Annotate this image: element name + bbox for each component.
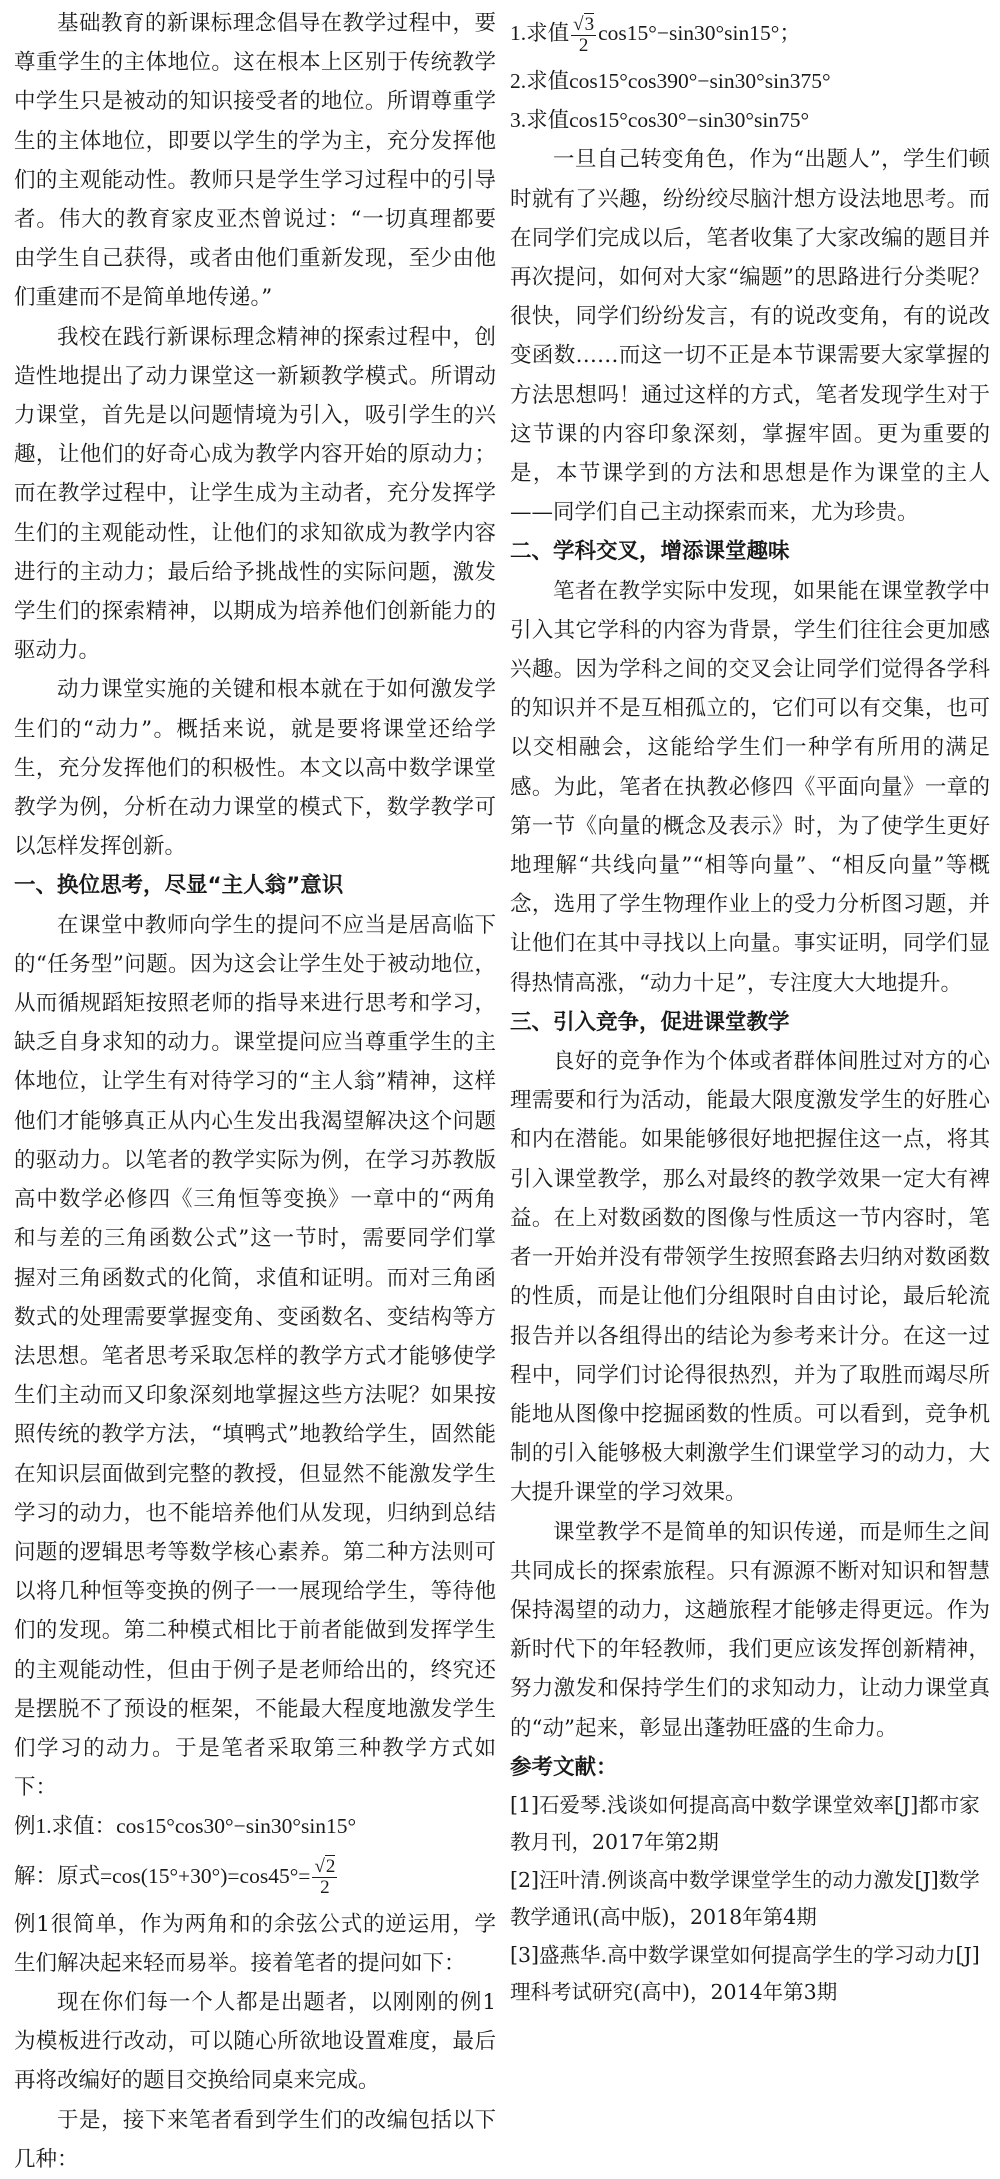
section-heading-3: 三、引入竞争，促进课堂教学 — [510, 1009, 790, 1035]
interdisciplinary-paragraph: 笔者在教学实际中发现，如果能在课堂教学中引入其它学科的内容为背景，学生们往往会更加感兴趣。因为学科之间的交叉会让同学们觉得各学科的知识并不是互相孤立的，它们可以有交集，也可以交相融会，这能给学生们一种学有所用的满足感。为此，笔者在执教必修四《平面向量》一章的第一节《向量的概念及表示》时，为了使学生更好地理解“共线向量”“相等向量”、“相反向量”等概念，选用了学生物理作业上的受力分析图习题，并让他们在其中寻找以上向量。事实证明，同学们显得热情高涨，“动力十足”，专注度大大地提升。 — [510, 578, 990, 996]
variant-question-1 — [510, 4, 990, 62]
role-swap-paragraph: 在课堂中教师向学生的提问不应当是居高临下的“任务型”问题。因为这会让学生处于被动地位，从而循规蹈矩按照老师的指导来进行思考和学习，缺乏自身求知的动力。课堂提问应当尊重学生的主体地位，让学生有对待学习的“主人翁”精神，这样他们才能够真正从内心生发出我渴望解决这个问题的驱动力。以笔者的教学实际为例，在学习苏教版高中数学必修四《三角恒等变换》一章中的“两角和与差的三角函数公式”这一节时，需要同学们掌握对三角函数式的化简，求值和证明。而对三角函数式的处理需要掌握变角、变函数名、变结构等方法思想。笔者思考采取怎样的教学方式才能够使学生们主动而又印象深刻地掌握这些方法呢？如果按照传统的教学方法，“填鸭式”地教给学生，固然能在知识层面做到完整的教授，但显然不能激发学生学习的动力，也不能培养他们从发现，归纳到总结问题的逻辑思考等数学核心素养。第二种方法则可以将几种恒等变换的例子一一展现给学生，等待他们的发现。第二种模式相比于前者能做到发挥学生的主观能动性，但由于例子是老师给出的，终究还是摆脱不了预设的框架，不能最大程度地激发学生们学习的动力。于是笔者采取第三种教学方式如下： — [14, 912, 496, 1801]
reference-item: [1]石爱琴.浅谈如何提高高中数学课堂效率[J]都市家教月刊，2017年第2期 — [510, 1792, 980, 1855]
question-author-paragraph: 一旦自己转变角色，作为“出题人”，学生们顿时就有了兴趣，纷纷绞尽脑汁想方设法地思考。而在同学们完成以后，笔者收集了大家改编的题目并再次提问，如何对大家“编题”的思路进行分类呢？很快，同学们纷纷发言，有的说改变角，有的说改变函数……而这一切不正是本节课需要大家掌握的方法思想吗！通过这样的方式，笔者发现学生对于这节课的内容印象深刻，掌握牢固。更为重要的是，本节课学到的方法和思想是作为课堂的主人——同学们自己主动探索而来，尤为珍贵。 — [510, 147, 990, 526]
intro-paragraph: 基础教育的新课标理念倡导在教学过程中，要尊重学生的主体地位。这在根本上区别于传统教学中学生只是被动的知识接受者的地位。所谓尊重学生的主体地位，即要以学生的学为主，充分发挥他们的主观能动性。教师只是学生学习过程中的引导者。伟大的教育家皮亚杰曾说过：“一切真理都要由学生自己获得，或者由他们重新发现，至少由他们重建而不是简单地传递。” — [14, 11, 496, 311]
motivation-paragraph: 动力课堂实施的关键和根本就在于如何激发学生们的“动力”。概括来说，就是要将课堂还给学生，充分发挥他们的积极性。本文以高中数学课堂教学为例，分析在动力课堂的模式下，数学教学可以怎样发挥创新。 — [14, 677, 496, 860]
references-heading: 参考文献： — [510, 1754, 618, 1780]
variant-question-2: 2.求值cos15°cos390°−sin30°sin375° — [510, 69, 831, 93]
sqrt2-over-2-fraction — [312, 1857, 337, 1898]
competition-paragraph: 良好的竞争作为个体或者群体间胜过对方的心理需要和行为活动，能最大限度激发学生的好胜心和内在潜能。如果能够很好地把握住这一点，将其引入课堂教学，那么对最终的教学效果一定大有裨益。在上对数函数的图像与性质这一节内容时，笔者一开始并没有带领学生按照套路去归纳对数函数的性质，而是让他们分组限时自由讨论，最后轮流报告并以各组得出的结论为参考来计分。在这一过程中，同学们讨论得很热烈，并为了取胜而竭尽所能地从图像中挖掘函数的性质。可以看到，竞争机制的引入能够极大刺激学生们课堂学习的动力，大大提升课堂的学习效果。 — [510, 1049, 990, 1506]
conclusion-paragraph: 课堂教学不是简单的知识传递，而是师生之间共同成长的探索旅程。只有源源不断对知识和智慧保持渴望的动力，这趟旅程才能够走得更远。作为新时代下的年轻教师，我们更应该发挥创新精神，努力激发和保持学生们的求知动力，让动力课堂真的“动”起来，彰显出蓬勃旺盛的生命力。 — [510, 1519, 990, 1741]
example-1-solution — [14, 1847, 496, 1905]
variant-1-prefix: 1.求值 — [510, 21, 570, 45]
variant-question-3: 3.求值cos15°cos30°−sin30°sin75° — [510, 108, 810, 133]
student-variants-intro: 于是，接下来笔者看到学生们的改编包括以下几种： — [14, 2107, 496, 2172]
section-heading-1: 一、换位思考，尽显“主人翁”意识 — [14, 873, 344, 899]
section-heading-2: 二、学科交叉，增添课堂趣味 — [510, 539, 790, 565]
example-1: 例1.求值：cos15°cos30°−sin30°sin15° — [14, 1814, 357, 1839]
solution-numerator: 2 — [325, 1856, 336, 1878]
solution-text: 解：原式=cos(15°+30°)=cos45°= — [14, 1863, 311, 1888]
reference-item: [2]汪叶清.例谈高中数学课堂学生的动力激发[J]数学教学通讯(高中版)，2018年第4期 — [510, 1867, 980, 1930]
sqrt-symbol: √ — [573, 13, 584, 35]
left-column — [14, 4, 496, 2179]
variant-1-suffix: cos15°−sin30°sin15°； — [598, 21, 801, 45]
sqrt3-over-2-fraction — [571, 15, 596, 56]
student-as-author-paragraph: 现在你们每一个人都是出题者，以刚刚的例1为模板进行改动，可以随心所欲地设置难度，最后再将改编好的题目交换给同桌来完成。 — [14, 1989, 496, 2094]
reference-item: [3]盛燕华.高中数学课堂如何提高学生的学习动力[J]理科考试研究(高中)，2014年第3期 — [510, 1942, 980, 2005]
sqrt-symbol: √ — [314, 1856, 325, 1878]
variant-1-numerator: 3 — [584, 13, 595, 35]
dynamic-classroom-paragraph: 我校在践行新课标理念精神的探索过程中，创造性地提出了动力课堂这一新颖教学模式。所谓动力课堂，首先是以问题情境为引入，吸引学生的兴趣，让他们的好奇心成为教学内容开始的原动力；而在教学过程中，让学生成为主动者，充分发挥学生们的主观能动性，让他们的求知欲成为教学内容进行的主动力；最后给予挑战性的实际问题，激发学生们的探索精神，以期成为培养他们创新能力的驱动力。 — [14, 324, 496, 664]
variant-1-denominator: 2 — [578, 34, 589, 56]
example-1-comment: 例1很简单，作为两角和的余弦公式的逆运用，学生们解决起来轻而易举。接着笔者的提问如下： — [14, 1911, 496, 1976]
right-column — [510, 4, 990, 2012]
solution-denominator: 2 — [320, 1877, 330, 1899]
references-list — [510, 1787, 990, 2012]
